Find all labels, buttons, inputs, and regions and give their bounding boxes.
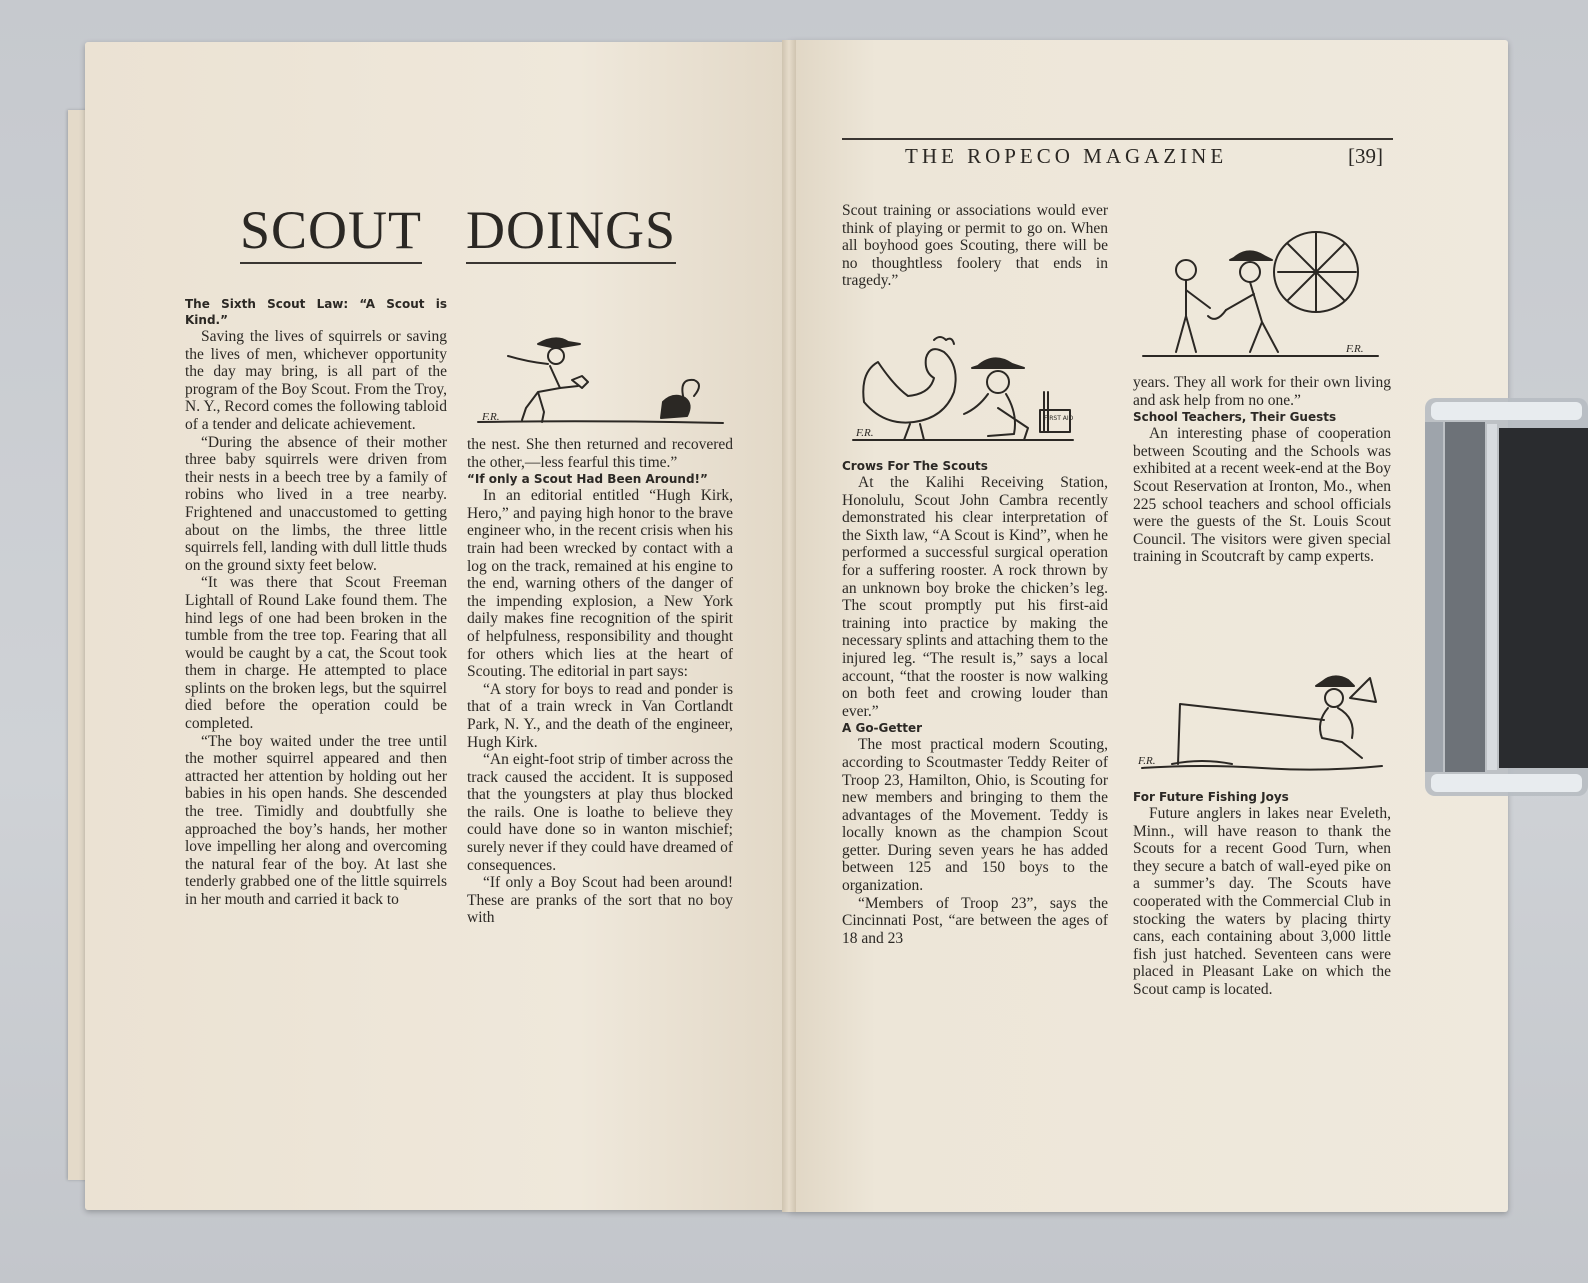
paragraph: At the Kalihi Receiving Station, Honolulu, Scout John Cambra recently demonstrated his clear interpretation of the Sixth law, “A Scout is Kind”, when he performed a successful surgical operation for a suffering rooster. A rock thrown by an unknown boy broke the chicken’s leg. The scout promptly put his first-aid training into practice by making the necessary splints and attaching them to the injured leg. “The result is,” says a local account, “that the rooster is now walking on both feet and crowing louder than ever.” [842,474,1108,720]
first-aid-box-label: FIRST AID [1044,415,1074,422]
illustrator-signature: F.R. [856,427,874,439]
paragraph: In an editorial entitled “Hugh Kirk, Hero,” and paying high honor to the brave engineer who, in the recent crisis when his train had been wrecked by contact with a log on the track, remained at his engine to the end, warning others of the danger of the impending explosion, a New York daily makes fine recognition of the spirit of helpfulness, responsibility and thought for others which lies at the heart of Scouting. The editorial in part says: [467,487,733,681]
page-number: [39] [1348,144,1383,168]
paragraph: “Members of Troop 23”, says the Cincinnati Post, “are between the ages of 18 and 23 [842,894,1108,947]
column-3-bottom [842,458,1108,947]
column-3-top [842,202,1108,290]
column-4-bottom [1133,789,1391,999]
paragraph: An interesting phase of cooperation between Scouting and the Schools was exhibited at a recent week-end at the Boy Scout Reservation at Ironton, Mo., when 225 school teachers and school officials were the guests of the St. Louis Scout Council. The visitors were given special training in Scoutcraft by camp experts. [1133,425,1391,566]
paragraph: “The boy waited under the tree until the mother squirrel appeared and then attracted her attention by holding out her babies in his open hands. She descended the tree. Timidly and doubtfully she approached the boy’s hands, her mother love impelling her along and overcoming the natural fear of the boy. At last she tenderly grabbed one of the little squirrels in her mouth and carried it back to [185,732,447,908]
acrylic-display-clip [1425,398,1588,796]
paragraph: Saving the lives of squirrels or saving the lives of men, whichever opportunity the day may bring, is all part of the program of the Boy Scout. From the Troy, N. Y., Record comes the following tabloid of a tender and delicate achievement. [185,328,447,433]
paragraph: the nest. She then returned and recovered the other,—less fearful this time.” [467,436,733,471]
section-heading: “If only a Scout Had Been Around!” [467,472,708,487]
headline-word-1: SCOUT [240,198,422,264]
illustrator-signature: F.R. [1138,755,1156,767]
section-heading: The Sixth Scout Law: “A Scout is Kind.” [185,297,447,327]
paragraph: years. They all work for their own living and ask help from no one.” [1133,374,1391,409]
section-heading: For Future Fishing Joys [1133,790,1289,804]
paragraph: “During the absence of their mother three baby squirrels were driven from their nests in a beech tree by a family of robins who lived in a tree nearby. Frightened and unaccustomed to getting about on the limbs, the three little squirrels fell, landing with dull little thuds on the ground sixty feet below. [185,433,447,574]
section-heading: Crows For The Scouts [842,459,988,473]
paragraph: Scout training or associations would ever think of playing or permit to go on. When all boyhood goes Scouting, there will be no thoughtless foolery that ends in tragedy.” [842,202,1108,290]
illustrator-signature: F.R. [1346,343,1364,355]
illustrator-signature: F.R. [482,411,500,423]
section-heading: School Teachers, Their Guests [1133,410,1337,425]
scout-squirrel-illustration [468,330,730,435]
section-heading: A Go-Getter [842,721,923,736]
column-1 [185,296,447,909]
paragraph: Future anglers in lakes near Eveleth, Minn., will have reason to thank the Scouts for a recent Good Turn, when they secure a batch of wall-eyed pike on a summer’s day. The Scouts have cooperated with the Commercial Club in stocking the waters by placing thirty cans, each containing about 3,000 little fish just hatched. Seventeen cans were placed in Pleasant Lake on which the Scout camp is located. [1133,805,1391,998]
book-spine [782,40,796,1212]
column-2 [467,436,733,927]
paragraph: “An eight-foot strip of timber across the track caused the accident. It is supposed that the youngsters at play thus blocked the rails. One is loathe to believe they could have done so in wanton mischief; surely never if they could have dreamed of consequences. [467,751,733,874]
headline-word-2: DOINGS [466,198,676,264]
scout-carrying-recruits-illustration [1138,218,1388,363]
scout-fishing-illustration [1132,668,1387,780]
column-4-top [1133,374,1391,566]
masthead-title: THE ROPECO MAGAZINE [905,144,1228,168]
rooster-first-aid-illustration [848,332,1078,450]
paragraph: “A story for boys to read and ponder is that of a train wreck in Van Cortlandt Park, N. Y., and the death of the engineer, Hugh Kirk. [467,680,733,751]
paragraph: “If only a Boy Scout had been around! These are pranks of the sort that no boy with [467,874,733,927]
paragraph: The most practical modern Scouting, according to Scoutmaster Teddy Reiter of Troop 23, Hamilton, Ohio, is Scouting for new members and bringing to them the advantages of the Movement. Teddy is locally known as the champion Scout getter. During seven years he has added between 125 and 150 boys to the organization. [842,736,1108,895]
masthead-rule [842,138,1393,140]
paragraph: “It was there that Scout Freeman Lightall of Round Lake found them. The hind legs of one had been broken in the tumble from the tree top. Fearing that all would be caught by a cat, the Scout took them in charge. He attempted to place splints on the broken legs, but the squirrel died before the operation could be completed. [185,574,447,733]
